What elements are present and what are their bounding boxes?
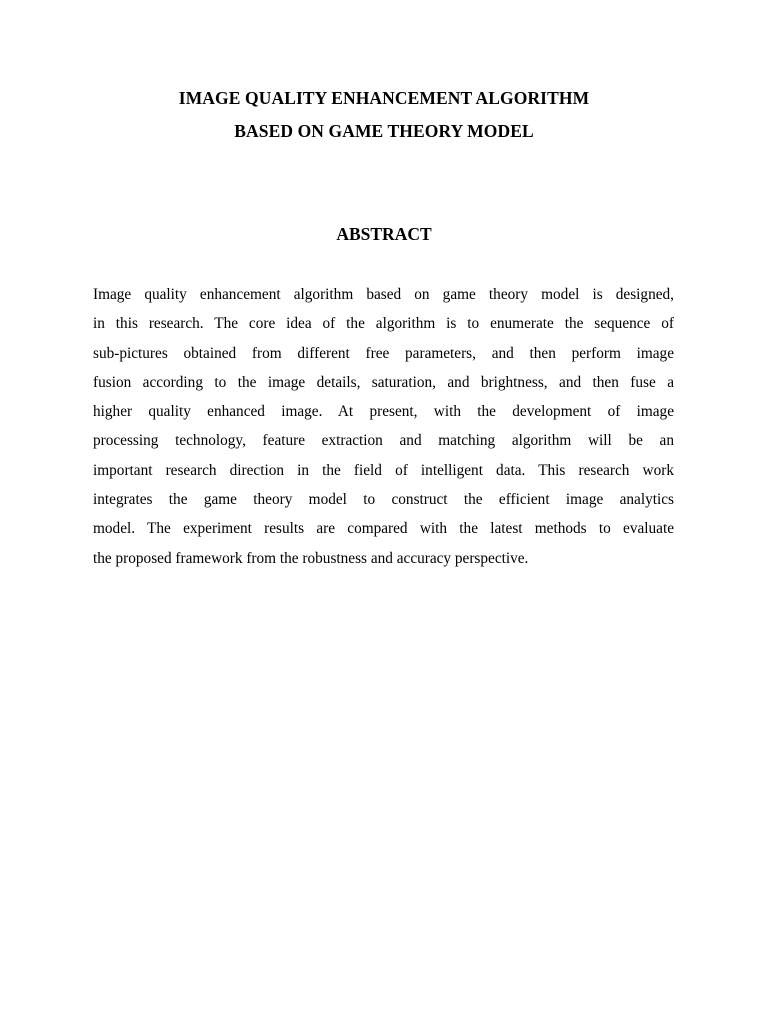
- abstract-line: integrates the game theory model to construct the efficient image analytics: [93, 491, 674, 509]
- abstract-paragraph: [93, 280, 674, 573]
- title-line-2: BASED ON GAME THEORY MODEL: [234, 121, 534, 141]
- abstract-line: higher quality enhanced image. At present, with the development of image: [93, 403, 674, 421]
- abstract-line: sub-pictures obtained from different free parameters, and then perform image: [93, 344, 674, 362]
- abstract-line: fusion according to the image details, saturation, and brightness, and then fuse a: [93, 373, 674, 391]
- abstract-line: model. The experiment results are compared with the latest methods to evaluate: [93, 520, 674, 538]
- title-line-1: IMAGE QUALITY ENHANCEMENT ALGORITHM: [178, 88, 590, 108]
- abstract-line: Image quality enhancement algorithm based on game theory model is designed,: [93, 286, 674, 303]
- paper-title: [0, 88, 768, 141]
- abstract-line: the proposed framework from the robustness and accuracy perspective.: [93, 549, 529, 567]
- abstract-heading: ABSTRACT: [336, 224, 432, 244]
- abstract-line: in this research. The core idea of the algorithm is to enumerate the sequence of: [93, 315, 674, 333]
- abstract-line: important research direction in the field of intelligent data. This research work: [93, 461, 674, 479]
- abstract-line: processing technology, feature extraction and matching algorithm will be an: [93, 432, 674, 450]
